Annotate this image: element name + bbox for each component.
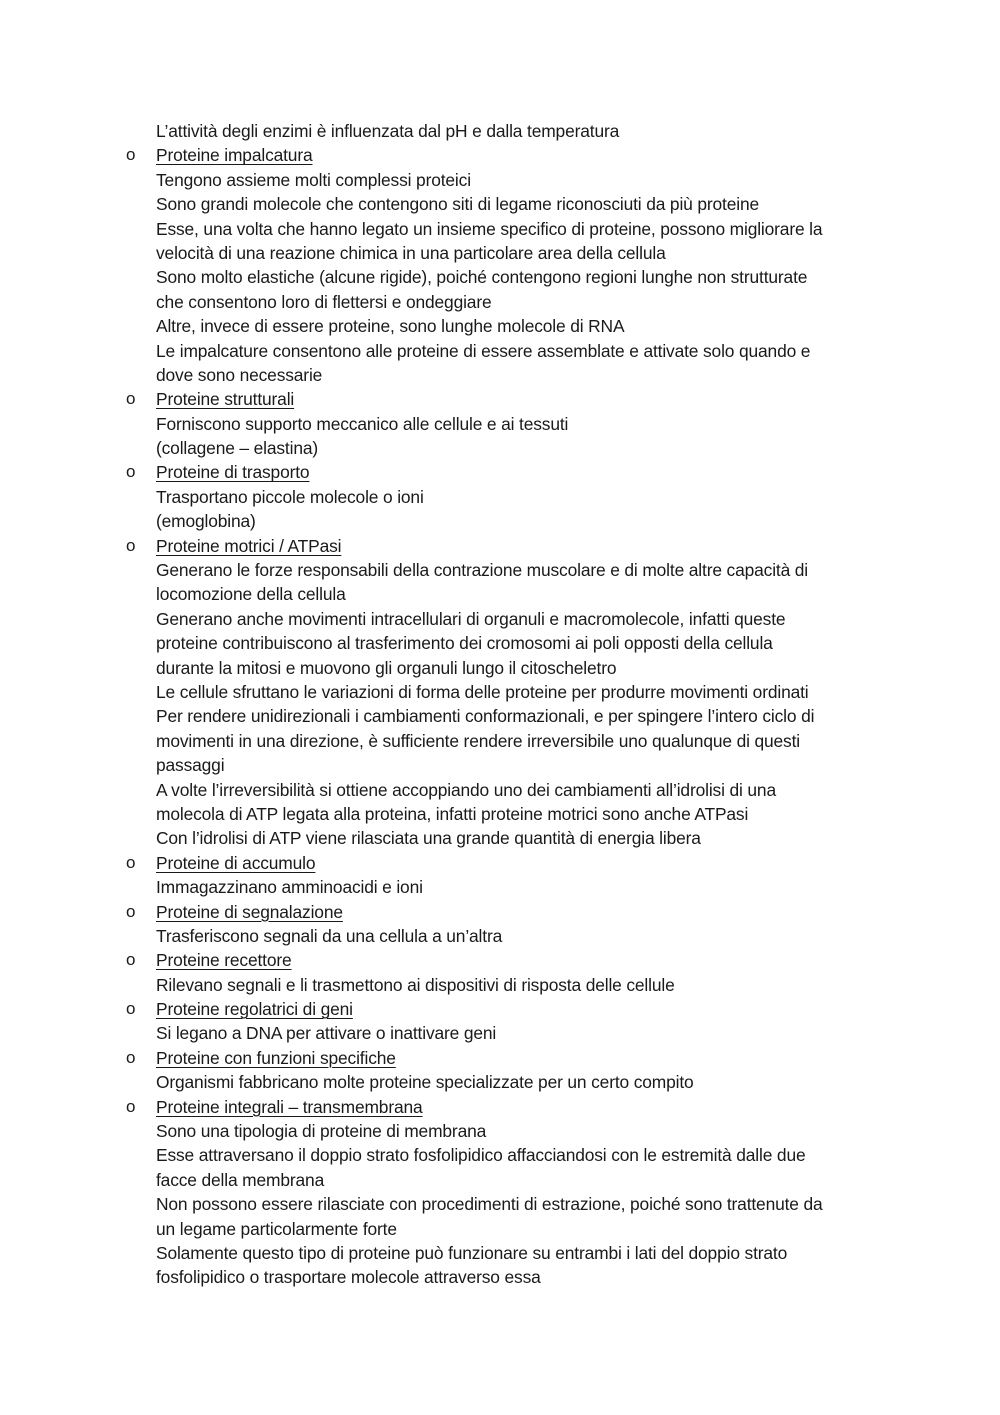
body-line: che consentono loro di flettersi e ondeggiare (156, 291, 492, 312)
body-line: facce della membrana (156, 1169, 325, 1190)
body-line: Per rendere unidirezionali i cambiamenti conformazionali, e per spingere l’intero ciclo di (156, 706, 815, 727)
bullet-marker: o (126, 389, 136, 409)
section-heading: Proteine impalcatura (156, 145, 313, 166)
body-line: Esse attraversano il doppio strato fosfolipidico affacciandosi con le estremità dalle due (156, 1145, 806, 1166)
body-line: molecola di ATP legata alla proteina, infatti proteine motrici sono anche ATPasi (156, 803, 749, 824)
body-line: Altre, invece di essere proteine, sono lunghe molecole di RNA (156, 316, 625, 337)
section-heading-line (0, 460, 1000, 484)
section-heading-line (0, 900, 1000, 924)
body-line: Sono grandi molecole che contengono siti di legame riconosciuti da più proteine (156, 194, 760, 215)
bullet-marker: o (126, 145, 136, 165)
body-line: Generano le forze responsabili della contrazione muscolare e di molte altre capacità di (156, 560, 809, 581)
body-line: Esse, una volta che hanno legato un insieme specifico di proteine, possono migliorare la (156, 218, 823, 239)
bullet-marker: o (126, 999, 136, 1019)
body-line: Forniscono supporto meccanico alle cellule e ai tessuti (156, 413, 569, 434)
body-line: Si legano a DNA per attivare o inattivare geni (156, 1023, 497, 1044)
section-heading: Proteine di segnalazione (156, 901, 343, 922)
bullet-marker: o (126, 1047, 136, 1067)
body-line: un legame particolarmente forte (156, 1218, 397, 1239)
body-line: dove sono necessarie (156, 364, 323, 385)
body-line: durante la mitosi e muovono gli organuli lungo il citoscheletro (156, 657, 617, 678)
section-heading-line (0, 534, 1000, 558)
section-heading-line (0, 387, 1000, 411)
body-line: Con l’idrolisi di ATP viene rilasciata una grande quantità di energia libera (156, 828, 701, 849)
bullet-marker: o (126, 1096, 136, 1116)
intro-line: L’attività degli enzimi è influenzata dal pH e dalla temperatura (156, 121, 620, 141)
body-line: Solamente questo tipo di proteine può funzionare su entrambi i lati del doppio strato (156, 1242, 788, 1263)
section-heading: Proteine strutturali (156, 389, 295, 410)
bullet-marker: o (126, 462, 136, 482)
document-body (0, 119, 1000, 1290)
body-line: locomozione della cellula (156, 584, 346, 605)
body-line: Generano anche movimenti intracellulari di organuli e macromolecole, infatti queste (156, 608, 786, 629)
section-heading: Proteine di trasporto (156, 462, 310, 483)
body-line: Trasportano piccole molecole o ioni (156, 486, 424, 507)
section-heading-line (0, 851, 1000, 875)
body-line: Immagazzinano amminoacidi e ioni (156, 877, 423, 898)
section-heading-line (0, 1095, 1000, 1119)
section-heading: Proteine recettore (156, 950, 292, 971)
section-heading-line (0, 143, 1000, 167)
body-line: Le cellule sfruttano le variazioni di forma delle proteine per produrre movimenti ordinati (156, 681, 809, 702)
section-heading: Proteine regolatrici di geni (156, 999, 353, 1020)
bullet-marker: o (126, 901, 136, 921)
body-line: A volte l’irreversibilità si ottiene accoppiando uno dei cambiamenti all’idrolisi di una (156, 779, 776, 800)
body-line: passaggi (156, 755, 225, 776)
body-line: fosfolipidico o trasportare molecole attraverso essa (156, 1267, 541, 1288)
body-line: movimenti in una direzione, è sufficiente rendere irreversibile uno qualunque di questi (156, 730, 800, 751)
body-line: Organismi fabbricano molte proteine specializzate per un certo compito (156, 1072, 694, 1093)
bullet-marker: o (126, 950, 136, 970)
section-heading: Proteine integrali – transmembrana (156, 1096, 423, 1117)
section-heading: Proteine motrici / ATPasi (156, 535, 342, 556)
section-heading-line (0, 948, 1000, 972)
section-heading-line (0, 1046, 1000, 1070)
body-line: Rilevano segnali e li trasmettono ai dispositivi di risposta delle cellule (156, 974, 675, 995)
body-line: (emoglobina) (156, 511, 256, 532)
body-line: Tengono assieme molti complessi proteici (156, 169, 471, 190)
body-line: Trasferiscono segnali da una cellula a un’altra (156, 925, 503, 946)
body-line: (collagene – elastina) (156, 438, 319, 459)
body-line: Sono molto elastiche (alcune rigide), poiché contengono regioni lunghe non strutturate (156, 267, 808, 288)
body-line: Non possono essere rilasciate con procedimenti di estrazione, poiché sono trattenute da (156, 1194, 823, 1215)
body-line: proteine contribuiscono al trasferimento dei cromosomi ai poli opposti della cellula (156, 633, 773, 654)
bullet-marker: o (126, 535, 136, 555)
body-line: Sono una tipologia di proteine di membrana (156, 1121, 487, 1142)
bullet-marker: o (126, 852, 136, 872)
body-line: velocità di una reazione chimica in una particolare area della cellula (156, 242, 666, 263)
section-heading: Proteine con funzioni specifiche (156, 1047, 396, 1068)
section-heading-line (0, 997, 1000, 1021)
body-line: Le impalcature consentono alle proteine di essere assemblate e attivate solo quando e (156, 340, 811, 361)
section-heading: Proteine di accumulo (156, 852, 316, 873)
